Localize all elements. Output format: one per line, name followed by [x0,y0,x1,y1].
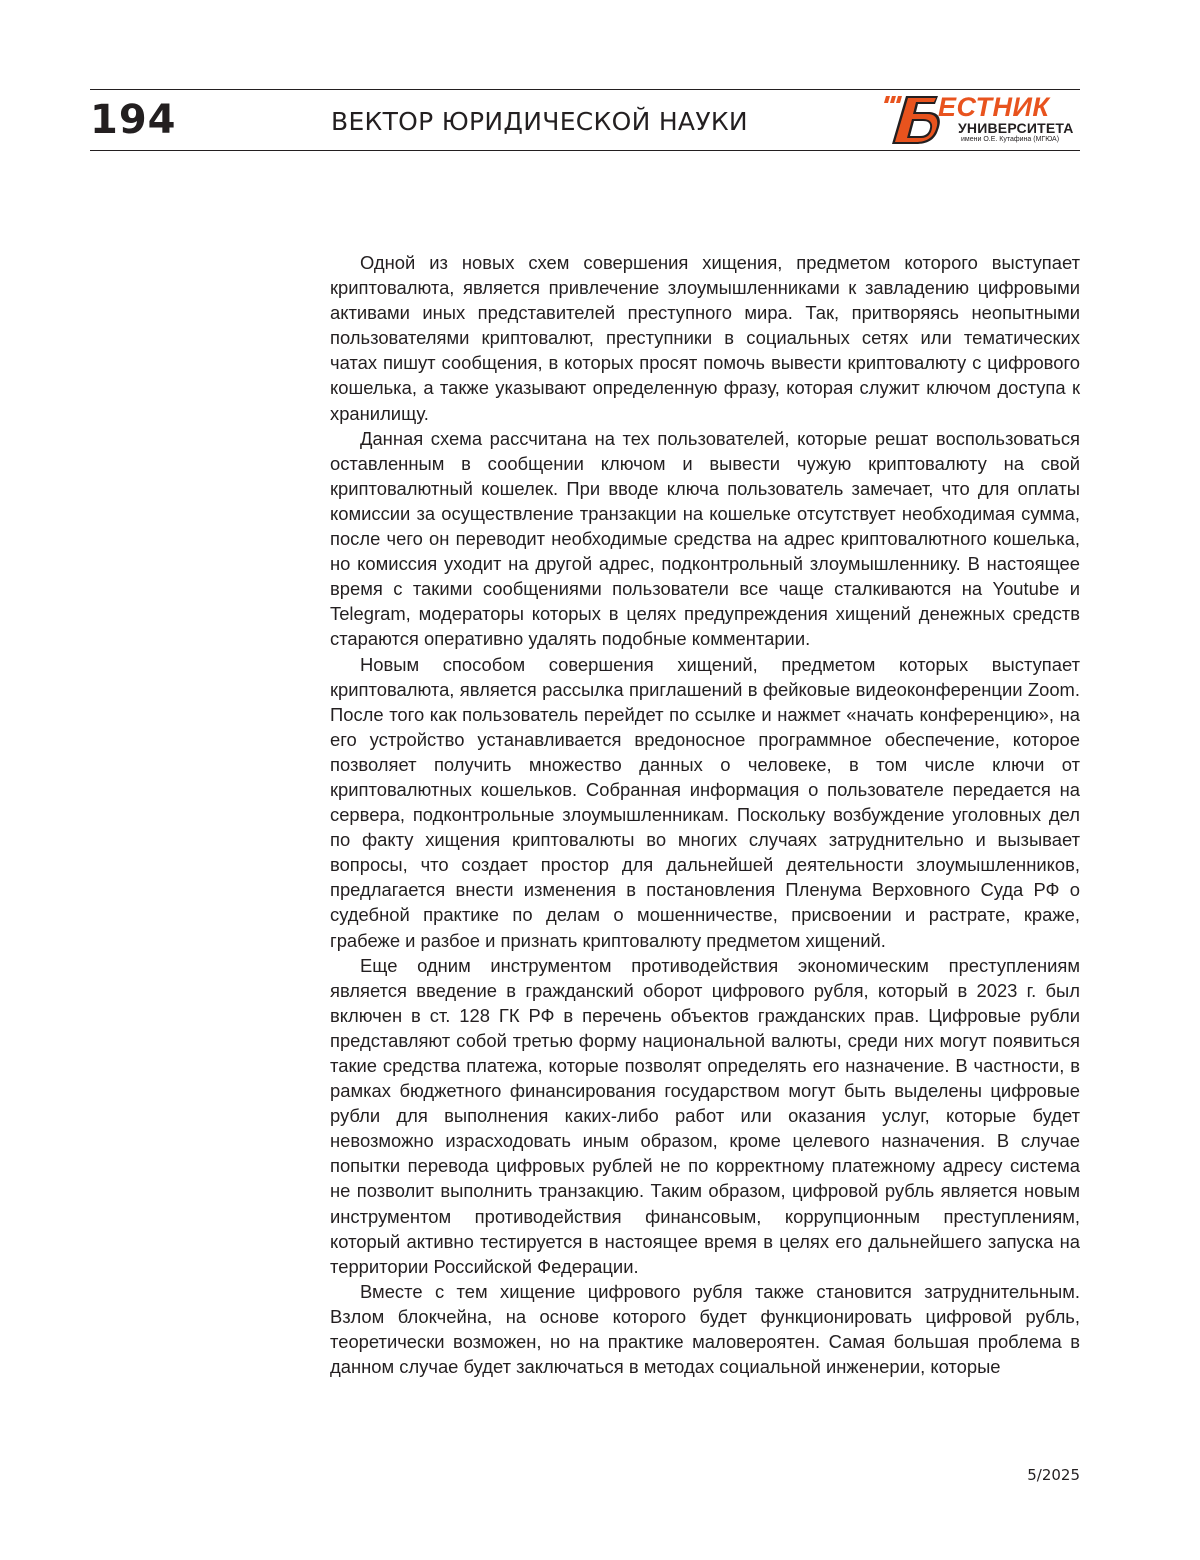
journal-logo [880,92,1080,148]
logo-tagline: имени О.Е. Кутафина (МГЮА) [961,136,1060,143]
header-top-rule [90,89,1080,90]
section-title: ВЕКТОР ЮРИДИЧЕСКОЙ НАУКИ [331,107,748,136]
article-body [330,250,1080,1379]
paragraph: Новым способом совершения хищений, предметом которых выступает криптовалюта, является рассылка приглашений в фейковые видеоконференции Zoom. После того как пользователь перейдет по ссылке и нажмет «начать конференцию», на его устройство устанавливается вредоносное программное обеспечение, которое позволяет получить множество данных о человеке, в том числе ключи от криптовалютных кошельков. Собранная информация о пользователе передается на сервера, подконтрольные злоумышленникам. Поскольку возбуждение уголовных дел по факту хищения криптовалюты во многих случаях затруднительно и вызывает вопросы, что создает простор для дальнейшей деятельности злоумышленников, предлагается внести изменения в постановления Пленума Верховного Суда РФ о судебной практике по делам о мошенничестве, присвоении и растрате, краже, грабеже и разбое и признать криптовалюту предметом хищений. [330,653,1080,951]
paragraph: Одной из новых схем совершения хищения, предметом которого выступает криптовалюта, является привлечение злоумышленниками к завладению цифровыми активами иных представителей преступного мира. Так, притворяясь неопытными пользователями криптовалют, преступники в социальных сетях или тематических чатах пишут сообщения, в которых просят помочь вывести криптовалюту с цифрового кошелька, а также указывают определенную фразу, которая служит ключом доступа к хранилищу. [330,252,1080,424]
paragraph: Данная схема рассчитана на тех пользователей, которые решат воспользоваться оставленным в сообщении ключом и вывести чужую криптовалюту на свой криптовалютный кошелек. При вводе ключа пользователь замечает, что для оплаты комиссии за осуществление транзакции на кошельке отсутствует необходимая сумма, после чего он переводит необходимые средства на адрес криптовалютного кошелька, но комиссия уходит на другой адрес, подконтрольный злоумышленнику. В настоящее время с такими сообщениями пользователи все чаще сталкиваются на Youtube и Telegram, модераторы которых в целях предупреждения хищений денежных средств стараются оперативно удалять подобные комментарии. [330,427,1080,650]
logo-title: ЕСТНИК [938,92,1050,122]
paragraph: Еще одним инструментом противодействия экономическим преступлениям является введение в гражданский оборот цифрового рубля, который в 2023 г. был включен в ст. 128 ГК РФ в перечень объектов гражданских прав. Цифровые рубли представляют собой третью форму национальной валюты, среди них могут появиться такие средства платежа, которые позволят определять его назначение. В частности, в рамках бюджетного финансирования государством могут быть выделены цифровые рубли для выполнения каких-либо работ или оказания услуг, которые будет невозможно израсходовать иным образом, кроме целевого назначения. В случае попытки перевода цифровых рублей не по корректному платежному адресу система не позволит выполнить транзакцию. Таким образом, цифровой рубль является новым инструментом противодействия финансовым, коррупционным преступлениям, который активно тестируется в настоящее время в целях его дальнейшего запуска на территории Российской Федерации. [330,954,1080,1277]
page-number: 194 [90,97,177,143]
issue-number: 5/2025 [1027,1466,1080,1484]
header-bottom-rule [90,150,1080,151]
paragraph: Вместе с тем хищение цифрового рубля также становится затруднительным. Взлом блокчейна, на основе которого будет функционировать цифровой рубль, теоретически возможен, но на практике маловероятен. Самая большая проблема в данном случае будет заключаться в методах социальной инженерии, которые [330,1280,1080,1378]
logo-subtitle: УНИВЕРСИТЕТА [958,120,1074,136]
